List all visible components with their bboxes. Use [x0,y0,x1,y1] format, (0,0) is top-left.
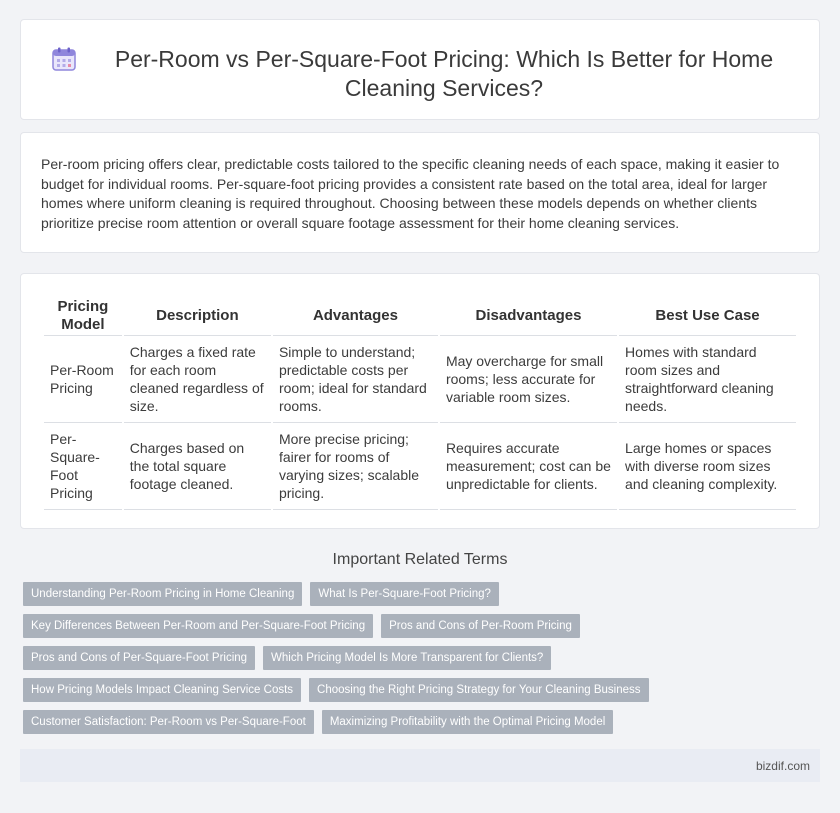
comparison-table-card [20,273,820,529]
table-row [44,423,796,510]
related-term-tag[interactable]: Understanding Per-Room Pricing in Home Cleaning [23,582,302,606]
cell-advantages: Simple to understand; predictable costs per room; ideal for standard rooms. [273,336,438,423]
footer [20,749,820,782]
related-term-tag[interactable]: Customer Satisfaction: Per-Room vs Per-Square-Foot [23,710,314,734]
header-advantages: Advantages [273,296,438,336]
related-term-tag[interactable]: Maximizing Profitability with the Optimal Pricing Model [322,710,613,734]
header-best-use-case: Best Use Case [619,296,796,336]
cell-disadvantages: Requires accurate measurement; cost can be unpredictable for clients. [440,423,617,510]
cell-description: Charges a fixed rate for each room cleaned regardless of size. [124,336,271,423]
related-term-tag[interactable]: How Pricing Models Impact Cleaning Service Costs [23,678,301,702]
calendar-icon [51,46,77,72]
related-term-tag[interactable]: Pros and Cons of Per-Square-Foot Pricing [23,646,255,670]
intro-paragraph: Per-room pricing offers clear, predictable costs tailored to the specific cleaning needs of each space, making it easier to budget for individual rooms. Per-square-foot pricing provides a consistent rate based on the total area, ideal for larger homes where uniform cleaning is required throughout. Choosing between these models depends on whether clients prioritize precise room attention or overall square footage assessment for their home cleaning services. [41,156,780,231]
cell-best-use-case: Large homes or spaces with diverse room sizes and cleaning complexity. [619,423,796,510]
table-row [44,336,796,423]
cell-pricing-model: Per-Square-Foot Pricing [44,423,122,510]
header-pricing-model: Pricing Model [44,296,122,336]
related-term-tag[interactable]: Choosing the Right Pricing Strategy for Your Cleaning Business [309,678,648,702]
related-term-tag[interactable]: Pros and Cons of Per-Room Pricing [381,614,580,638]
related-terms-list [23,582,823,742]
header-description: Description [124,296,271,336]
cell-pricing-model: Per-Room Pricing [44,336,122,423]
related-terms-title: Important Related Terms [332,551,508,568]
comparison-table [42,296,798,510]
cell-description: Charges based on the total square footage cleaned. [124,423,271,510]
table-header-row [44,296,796,336]
cell-advantages: More precise pricing; fairer for rooms of varying sizes; scalable pricing. [273,423,438,510]
header-disadvantages: Disadvantages [440,296,617,336]
footer-site-link[interactable]: bizdif.com [755,759,810,773]
related-term-tag[interactable]: What Is Per-Square-Foot Pricing? [310,582,499,606]
related-term-tag[interactable]: Which Pricing Model Is More Transparent for Clients? [263,646,551,670]
cell-best-use-case: Homes with standard room sizes and straightforward cleaning needs. [619,336,796,423]
intro-card [20,132,820,253]
cell-disadvantages: May overcharge for small rooms; less accurate for variable room sizes. [440,336,617,423]
header-card [20,19,820,120]
page-title: Per-Room vs Per-Square-Foot Pricing: Which Is Better for Home Cleaning Services? [114,46,774,101]
related-term-tag[interactable]: Key Differences Between Per-Room and Per-Square-Foot Pricing [23,614,373,638]
